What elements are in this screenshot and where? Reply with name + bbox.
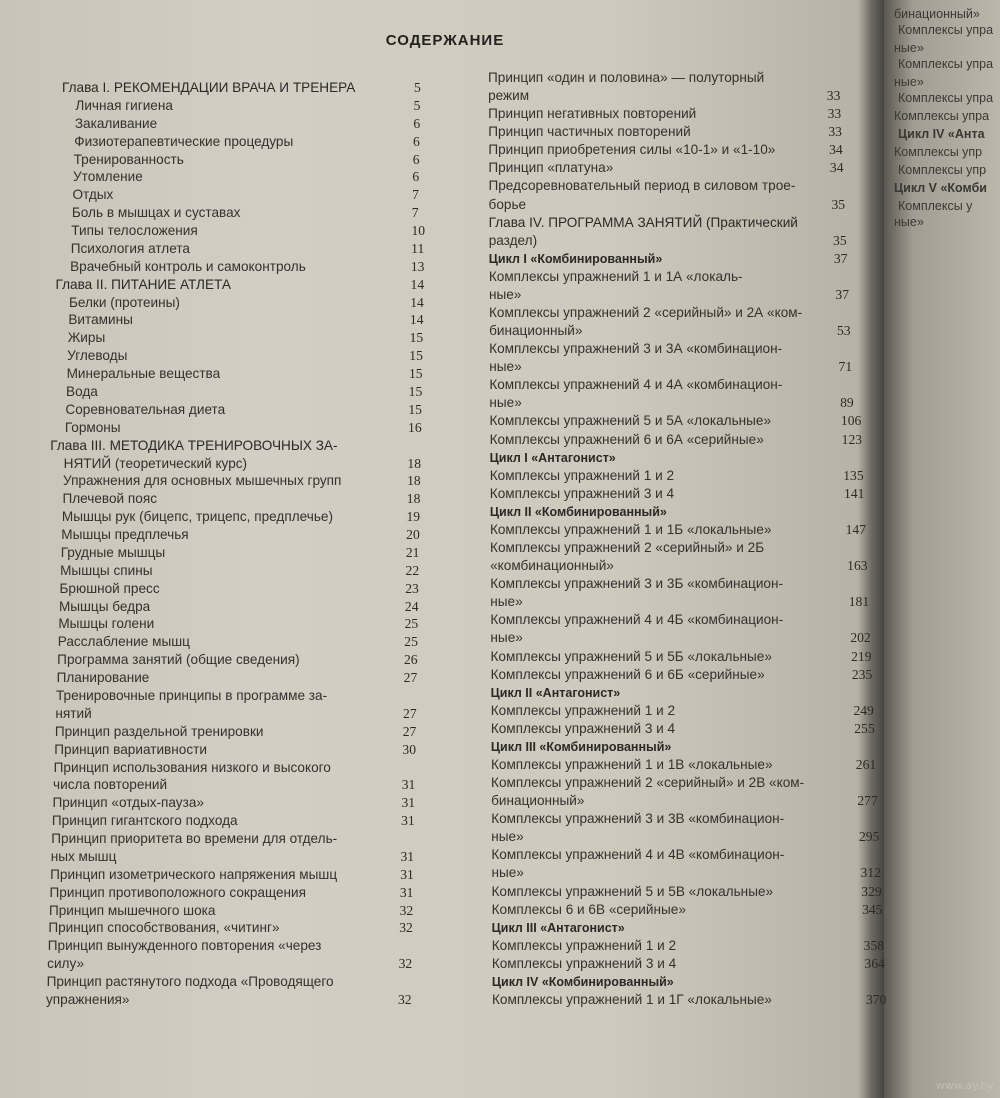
toc-entry: Принцип использования низкого и высокого: [53, 759, 331, 775]
toc-entry: Мышцы рук (бицепс, трицепс, предплечье): [61, 509, 333, 525]
toc-entry: Принцип вариативности: [54, 741, 207, 757]
toc-entry: Комплексы упражнений 1 и 2: [489, 467, 675, 483]
toc-page-number: 31: [400, 866, 414, 882]
facing-entry: ные»: [894, 215, 924, 229]
toc-cycle-heading: Цикл IV «Комбинированный»: [491, 974, 674, 989]
toc-entry: Планирование: [56, 670, 150, 686]
toc-page-number: 27: [402, 723, 417, 739]
toc-page-number: 13: [410, 258, 425, 274]
toc-cycle-heading: Цикл II «Комбинированный»: [489, 504, 667, 519]
toc-entry: Боль в мышцах и суставах: [71, 205, 241, 221]
toc-entry: упражнения»: [46, 992, 130, 1007]
toc-page-number: 18: [407, 473, 421, 489]
toc-entry: числа повторений: [53, 777, 168, 793]
toc-entry: Комплексы упражнений 4 и 4А «комбинацион-: [489, 377, 783, 393]
toc-entry: Комплексы упражнений 3 и 4: [489, 485, 675, 501]
toc-page-number: 33: [827, 106, 842, 122]
toc-page-number: 14: [410, 294, 424, 310]
toc-entry: Комплексы упражнений 2 «серийный» и 2Б: [490, 540, 765, 556]
toc-entry: Тренированность: [73, 151, 184, 167]
toc-page-number: 20: [406, 527, 420, 543]
toc-page-number: 329: [861, 883, 882, 899]
toc-entry: ные»: [489, 359, 522, 375]
toc-page-number: 106: [840, 413, 862, 429]
toc-page-number: 32: [398, 956, 413, 972]
toc-entry: Принцип приоритета во времени для отдель-: [51, 831, 338, 847]
toc-page-number: 6: [413, 133, 420, 149]
toc-entry: Мышцы спины: [60, 562, 153, 578]
toc-entry: Комплексы упражнений 2 «серийный» и 2В «ком-: [491, 775, 805, 791]
toc-page-number: 26: [403, 652, 418, 668]
facing-entry: ные»: [894, 75, 924, 89]
facing-entry: ные»: [894, 41, 924, 55]
toc-page-number: 6: [412, 169, 420, 185]
toc-entry: Утомление: [73, 169, 143, 185]
toc-entry: Комплексы упражнений 1 и 1В «локальные»: [490, 756, 773, 772]
toc-entry: Принцип способствования, «читинг»: [48, 920, 280, 936]
toc-page-number: 5: [413, 97, 421, 113]
toc-entry: Мышцы бедра: [58, 598, 151, 614]
toc-entry: «комбинационный»: [490, 558, 614, 574]
toc-chapter-heading: Глава I. РЕКОМЕНДАЦИИ ВРАЧА И ТРЕНЕРА: [62, 80, 356, 95]
toc-entry: Витамины: [68, 312, 133, 328]
toc-entry: бинационный»: [491, 793, 585, 809]
toc-cycle-heading: Цикл I «Антагонист»: [489, 450, 616, 465]
toc-page-number: 15: [408, 384, 423, 399]
toc-cycle-heading: Цикл III «Комбинированный»: [490, 739, 672, 754]
toc-page-number: 31: [401, 813, 415, 829]
facing-cycle-heading: Цикл V «Комби: [894, 181, 987, 195]
toc-entry: раздел): [488, 232, 538, 248]
toc-entry: Комплексы упражнений 5 и 5В «локальные»: [491, 883, 774, 899]
toc-page-number: 27: [403, 705, 417, 721]
toc-page-number: 25: [404, 634, 418, 650]
toc-page-number: 22: [405, 562, 420, 578]
toc-entry: Принцип «один и половина» — полуторный: [488, 70, 765, 85]
toc-entry: Принцип вынужденного повторения «через: [47, 938, 322, 954]
toc-entry: Гормоны: [64, 419, 121, 435]
toc-entry: Принцип гигантского подхода: [51, 813, 238, 829]
toc-page-number: 312: [860, 865, 881, 881]
toc-page-number: 255: [854, 720, 875, 736]
toc-entry: Комплексы упражнений 2 «серийный» и 2А «ком-: [489, 305, 803, 321]
toc-page-number: 32: [399, 902, 414, 918]
toc-page-number: 261: [855, 756, 877, 772]
toc-entry: силу»: [47, 956, 85, 972]
toc-page-number: 295: [858, 829, 880, 845]
toc-entry: Комплексы упражнений 1 и 1Б «локальные»: [489, 521, 772, 537]
toc-entry: Комплексы упражнений 5 и 5А «локальные»: [489, 413, 772, 429]
toc-page-number: 345: [862, 901, 883, 917]
toc-entry: Закаливание: [74, 115, 158, 131]
toc-page-number: 18: [406, 491, 421, 507]
toc-entry: Комплексы упражнений 1 и 2: [490, 702, 676, 718]
toc-entry: Принцип растянутого подхода «Проводящего: [46, 974, 334, 990]
facing-entry: Комплексы упр: [894, 145, 983, 159]
toc-entry: Комплексы упражнений 5 и 5Б «локальные»: [490, 648, 772, 664]
toc-entry: Принцип «платуна»: [488, 160, 614, 176]
toc-entry: Углеводы: [67, 348, 128, 364]
facing-entry: Комплексы упра: [898, 57, 994, 71]
toc-page-number: 15: [408, 366, 423, 382]
toc-page-number: 15: [409, 330, 424, 346]
toc-page-number: 364: [864, 955, 885, 971]
toc-entry: Мышцы предплечья: [61, 527, 189, 543]
toc-entry: Принцип раздельной тренировки: [54, 723, 264, 739]
toc-page-number: 15: [409, 348, 423, 364]
facing-entry: Комплексы упр: [898, 163, 987, 177]
toc-entry: Комплексы упражнений 4 и 4В «комбинацион-: [491, 847, 785, 863]
watermark: www.ay.by: [935, 1079, 994, 1092]
toc-page-number: 34: [829, 142, 843, 158]
toc-page-number: 31: [401, 777, 416, 793]
toc-entry: Отдых: [72, 187, 114, 203]
toc-page-number: 14: [409, 312, 424, 328]
toc-entry: Соревновательная диета: [65, 401, 226, 417]
toc-page-number: 15: [408, 401, 422, 417]
toc-entry: Вода: [66, 384, 98, 399]
toc-page-number: 10: [411, 223, 426, 239]
toc-entry: Расслабление мышц: [57, 634, 190, 650]
toc-entry: борье: [488, 196, 527, 212]
toc-entry: ные»: [490, 594, 523, 610]
toc-cycle-heading: Цикл III «Антагонист»: [491, 920, 625, 935]
toc-page-number: 32: [399, 920, 413, 936]
facing-cycle-heading: Цикл IV «Анта: [898, 127, 985, 141]
toc-entry: ных мышц: [50, 848, 117, 864]
toc-page-number: 277: [857, 793, 878, 809]
toc-entry: Комплексы 6 и 6В «серийные»: [491, 901, 686, 917]
toc-page-number: 35: [831, 196, 846, 212]
toc-page-number: 89: [840, 395, 854, 411]
toc-page-number: 16: [408, 419, 422, 435]
toc-entry: Комплексы упражнений 3 и 3В «комбинацион-: [491, 811, 785, 827]
toc-page-number: 18: [407, 455, 421, 471]
toc-entry: Брюшной пресс: [59, 580, 160, 596]
toc-page-number: 37: [835, 286, 849, 302]
toc-page-number: 235: [851, 666, 873, 682]
toc-entry: ные»: [488, 286, 522, 302]
toc-page-number: 6: [412, 151, 420, 167]
toc-page-number: 11: [411, 240, 425, 256]
page-title: СОДЕРЖАНИЕ: [385, 32, 505, 49]
toc-entry: Личная гигиена: [75, 97, 173, 113]
toc-entry: Тренировочные принципы в программе за-: [56, 688, 328, 703]
toc-page-number: 181: [848, 594, 870, 610]
toc-entry: ные»: [491, 865, 524, 881]
facing-entry: Комплексы упра: [894, 109, 990, 123]
toc-page-number: 30: [402, 741, 416, 757]
toc-entry: Жиры: [67, 330, 106, 346]
facing-entry: Комплексы упра: [898, 91, 994, 105]
toc-page-number: 34: [829, 160, 844, 176]
toc-entry: ные»: [489, 395, 522, 411]
toc-page-number: 33: [826, 88, 841, 104]
toc-entry: бинационный»: [489, 323, 583, 339]
toc-entry: Принцип негативных повторений: [488, 106, 697, 122]
toc-entry: режим: [488, 88, 530, 104]
toc-page-number: 249: [853, 702, 874, 718]
toc-entry: Принцип приобретения силы «10-1» и «1-10»: [488, 142, 776, 158]
toc-entry: Предсоревновательный период в силовом трое-: [488, 178, 796, 194]
toc-entry: Психология атлета: [70, 240, 190, 256]
toc-entry: Грудные мышцы: [60, 544, 166, 560]
toc-entry: Принцип частичных повторений: [488, 124, 691, 140]
toc-entry: Принцип мышечного шока: [48, 902, 216, 918]
toc-page-number: 147: [845, 521, 866, 537]
facing-entry: Комплексы у: [898, 199, 973, 213]
toc-entry: Белки (протеины): [68, 294, 180, 310]
toc-entry: нятий: [55, 705, 92, 721]
toc-entry: Комплексы упражнений 1 и 1А «локаль-: [488, 268, 743, 284]
toc-page-number: 23: [405, 580, 419, 596]
toc-chapter-heading: Глава III. МЕТОДИКА ТРЕНИРОВОЧНЫХ ЗА-: [50, 437, 338, 453]
toc-page-number: 7: [412, 187, 419, 203]
book-page-facing: [884, 0, 1000, 1098]
toc-page-number: 37: [833, 250, 848, 266]
toc-page-number: 27: [403, 670, 418, 686]
toc-entry: Комплексы упражнений 3 и 3Б «комбинацион-: [490, 576, 784, 592]
toc-entry: Минеральные вещества: [66, 366, 221, 382]
toc-page-number: 33: [828, 124, 842, 140]
toc-page-number: 123: [841, 431, 863, 447]
facing-entry: бинационный»: [894, 7, 980, 21]
toc-page-number: 31: [400, 848, 415, 864]
toc-entry: ные»: [490, 630, 523, 646]
facing-entry: Комплексы упра: [898, 23, 994, 37]
toc-entry: Комплексы упражнений 6 и 6А «серийные»: [489, 431, 764, 447]
toc-page-number: 135: [843, 467, 864, 483]
toc-entry: Комплексы упражнений 6 и 6Б «серийные»: [490, 666, 765, 682]
toc-entry: Комплексы упражнений 1 и 2: [491, 937, 677, 953]
toc-cycle-heading: Цикл I «Комбинированный»: [488, 251, 663, 266]
toc-page-number: 53: [836, 323, 851, 339]
toc-entry: ные»: [491, 829, 524, 845]
toc-page-number: 32: [398, 992, 412, 1007]
toc-entry: Комплексы упражнений 3 и 3А «комбинацион-: [489, 341, 783, 357]
toc-entry: Типы телосложения: [71, 223, 198, 239]
toc-entry: Комплексы упражнений 3 и 4: [491, 955, 677, 971]
toc-page-number: 370: [866, 992, 887, 1007]
toc-page-number: 25: [404, 616, 419, 632]
toc-entry: Упражнения для основных мышечных групп: [63, 473, 342, 489]
toc-page-number: 35: [833, 232, 847, 248]
toc-entry: Физиотерапевтические процедуры: [74, 133, 294, 149]
toc-entry: Принцип противоположного сокращения: [49, 884, 306, 900]
toc-chapter-heading: Глава II. ПИТАНИЕ АТЛЕТА: [55, 276, 231, 292]
toc-page-number: 24: [404, 598, 419, 614]
toc-page-number: 163: [847, 558, 868, 574]
toc-page-number: 31: [399, 884, 414, 900]
toc-entry: Комплексы упражнений 3 и 4: [490, 720, 676, 736]
toc-entry: НЯТИЙ (теоретический курс): [63, 455, 248, 471]
toc-entry: Программа занятий (общие сведения): [57, 652, 300, 668]
toc-page-number: 71: [838, 359, 853, 375]
toc-page-number: 5: [414, 80, 421, 95]
toc-page-number: 14: [410, 276, 425, 292]
toc-entry: Комплексы упражнений 4 и 4Б «комбинацион-: [490, 612, 784, 628]
toc-entry: Плечевой пояс: [62, 491, 158, 507]
toc-page-number: 7: [411, 205, 419, 221]
toc-entry: Мышцы голени: [58, 616, 155, 632]
toc-page-number: 19: [406, 509, 421, 525]
toc-page-number: 219: [851, 648, 872, 664]
toc-page-number: 202: [850, 630, 871, 646]
toc-entry: Комплексы упражнений 1 и 1Г «локальные»: [492, 992, 772, 1007]
toc-chapter-heading: Глава IV. ПРОГРАММА ЗАНЯТИЙ (Практический: [488, 214, 798, 230]
toc-entry: Принцип изометрического напряжения мышц: [50, 866, 338, 882]
toc-page-number: 6: [413, 115, 421, 131]
toc-entry: Принцип «отдых-пауза»: [52, 795, 204, 811]
toc-cycle-heading: Цикл II «Антагонист»: [490, 685, 621, 700]
toc-page-number: 358: [863, 937, 885, 953]
toc-entry: Врачебный контроль и самоконтроль: [70, 258, 306, 274]
toc-page-number: 21: [405, 544, 420, 560]
toc-page-number: 141: [844, 485, 865, 501]
toc-page-number: 31: [401, 795, 416, 811]
